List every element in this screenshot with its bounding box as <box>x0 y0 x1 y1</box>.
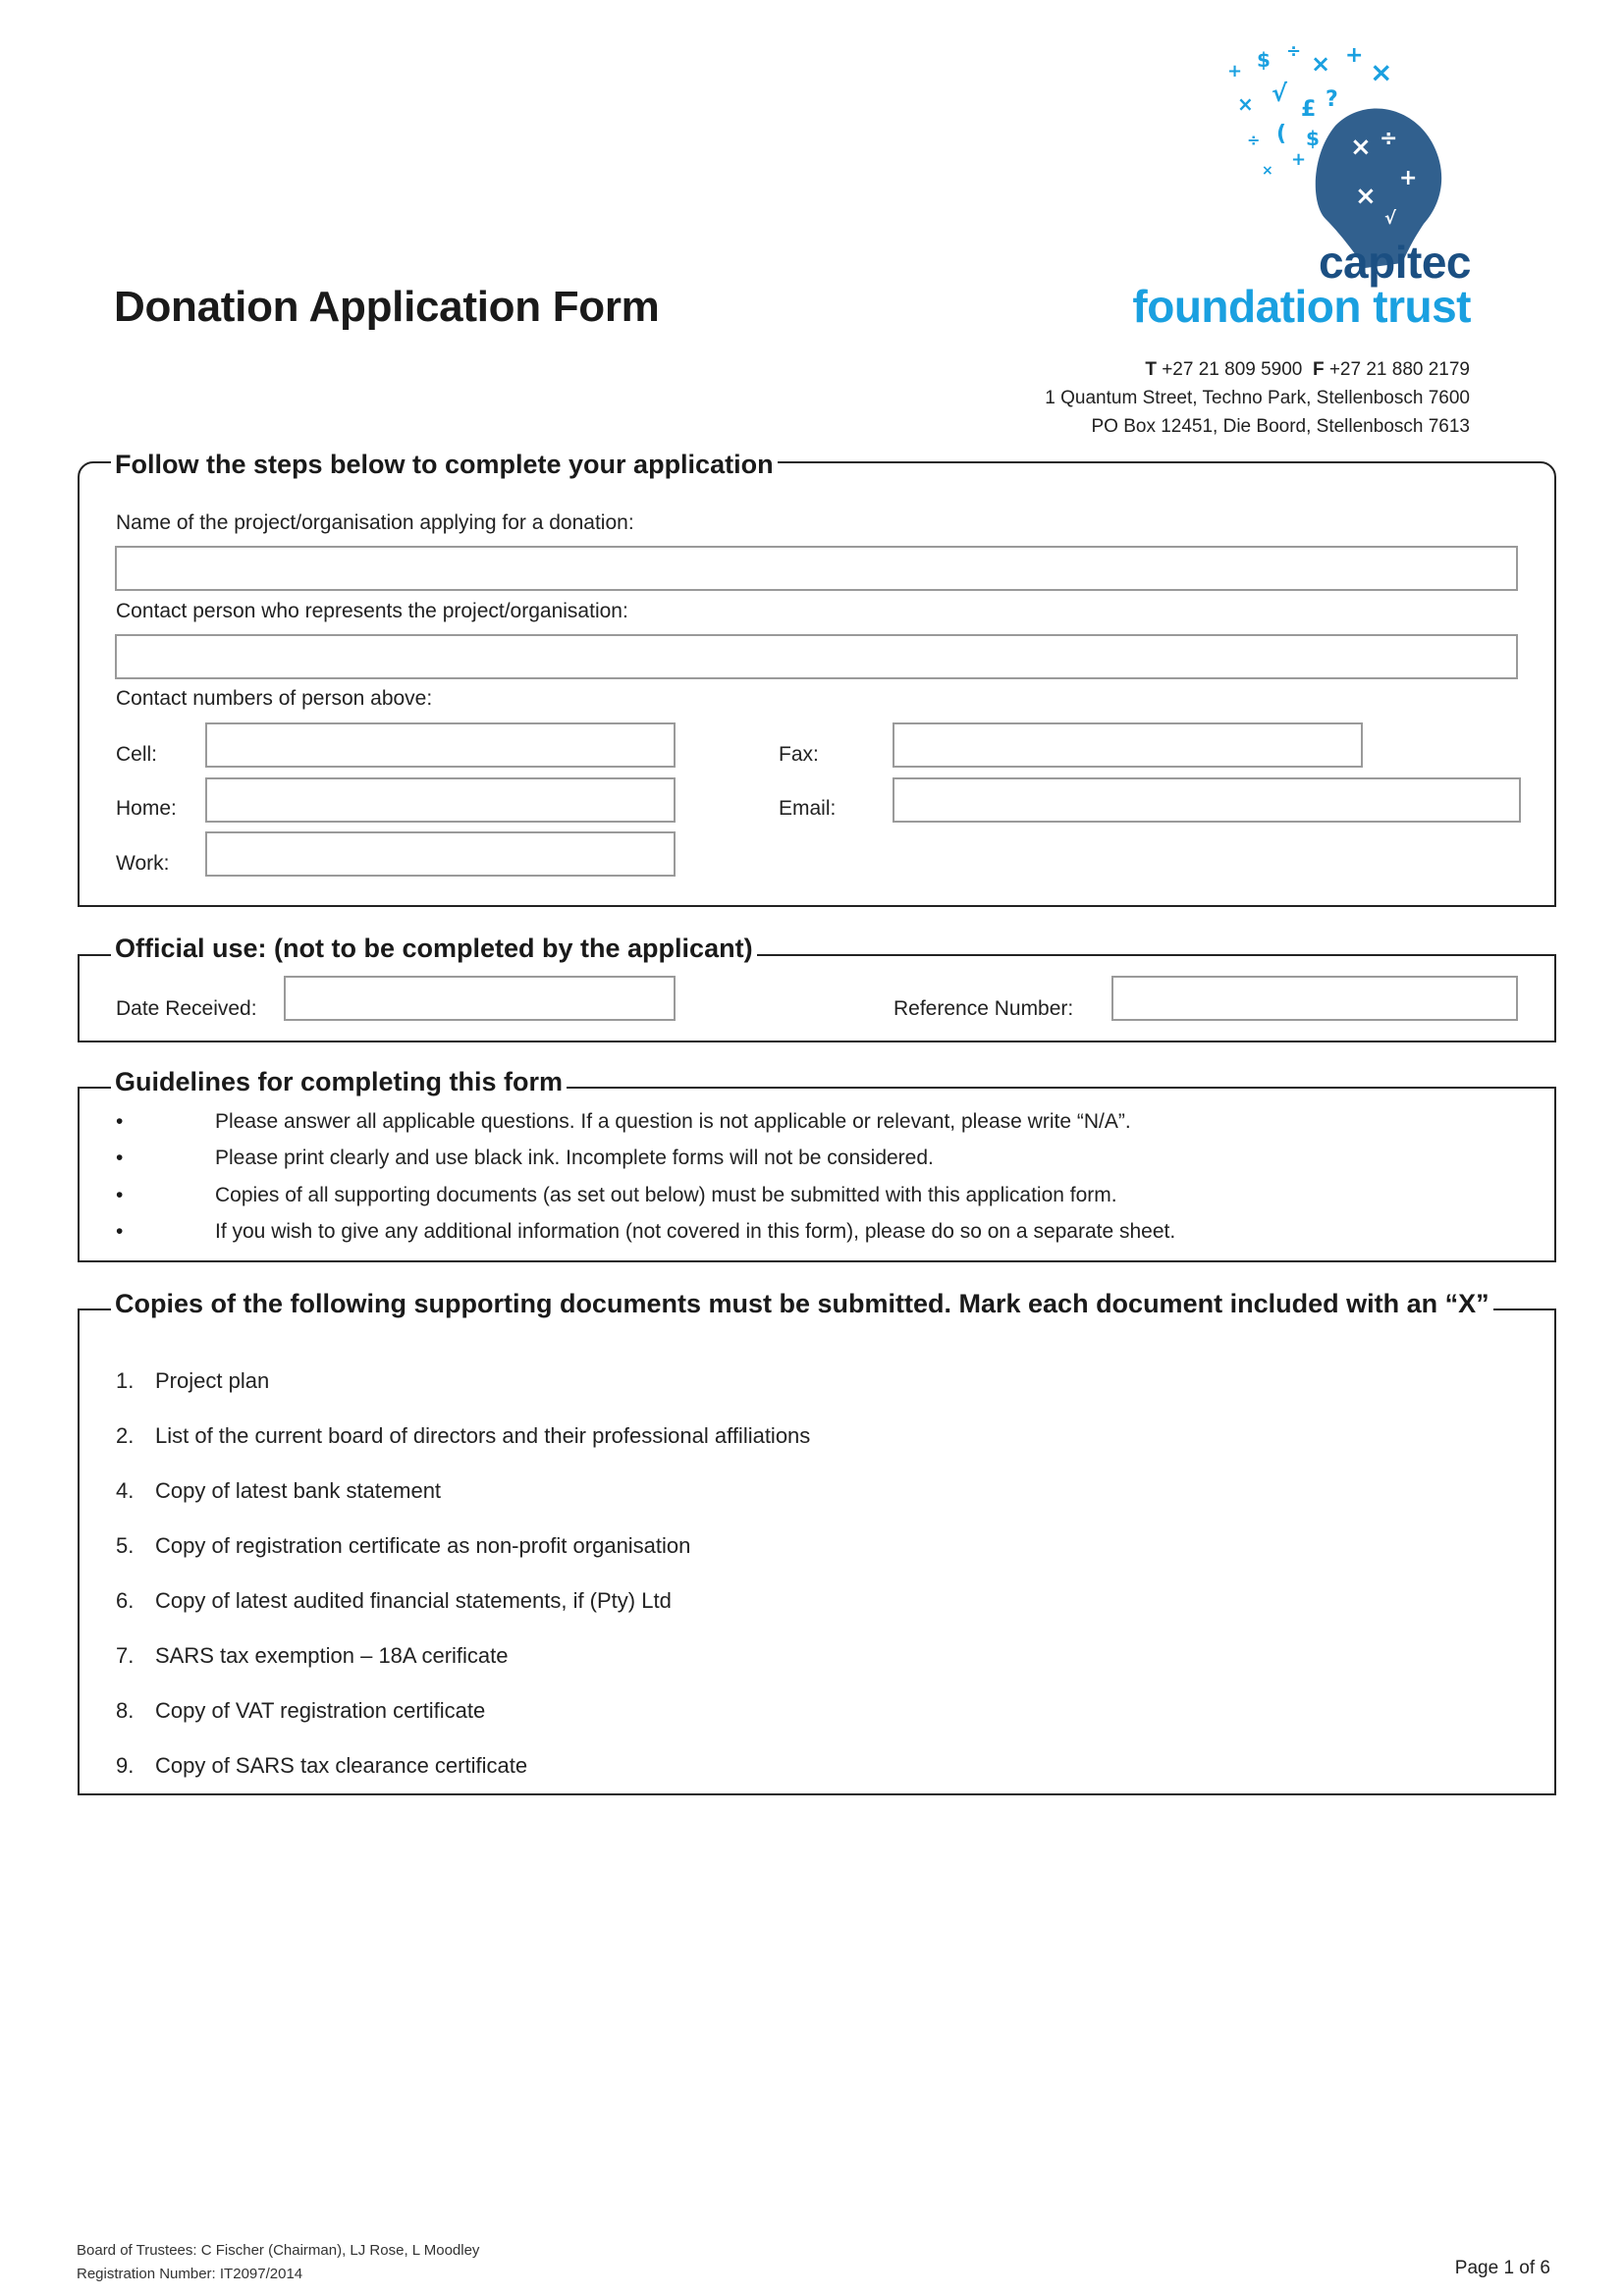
reference-number-label: Reference Number: <box>893 997 1074 1020</box>
svg-text:×: × <box>1355 182 1377 211</box>
page-title: Donation Application Form <box>114 283 660 331</box>
doc-number: 4. <box>116 1478 135 1503</box>
svg-text:$: $ <box>1306 127 1320 150</box>
svg-text:×: × <box>1237 92 1254 116</box>
registration-number: Registration Number: IT2097/2014 <box>77 2266 303 2282</box>
doc-number: 6. <box>116 1588 135 1613</box>
svg-text:+: + <box>1291 149 1307 170</box>
svg-text:?: ? <box>1326 87 1338 112</box>
doc-number: 1. <box>116 1368 135 1393</box>
contact-numbers-label: Contact numbers of person above: <box>116 687 433 710</box>
svg-text:(: ( <box>1276 122 1287 146</box>
project-name-field[interactable] <box>115 546 1518 591</box>
svg-text:×: × <box>1350 133 1372 162</box>
svg-text:×: × <box>1262 163 1273 179</box>
work-field[interactable] <box>205 831 676 877</box>
bullet: • <box>116 1220 124 1243</box>
section-legend: Guidelines for completing this form <box>111 1067 567 1097</box>
contact-person-field[interactable] <box>115 634 1518 679</box>
svg-text:÷: ÷ <box>1380 127 1398 151</box>
doc-item: Copy of latest audited financial statements, if (Pty) Ltd <box>155 1588 672 1613</box>
street-address: 1 Quantum Street, Techno Park, Stellenbosch 7600 <box>1045 388 1470 408</box>
svg-text:+: + <box>1227 61 1243 81</box>
doc-number: 5. <box>116 1533 135 1558</box>
doc-item: Project plan <box>155 1368 270 1393</box>
section-legend: Follow the steps below to complete your application <box>111 450 778 480</box>
svg-text:√: √ <box>1272 80 1288 107</box>
board-of-trustees: Board of Trustees: C Fischer (Chairman), LJ Rose, L Moodley <box>77 2242 480 2259</box>
home-label: Home: <box>116 797 177 820</box>
doc-number: 8. <box>116 1698 135 1723</box>
guideline-item: Please answer all applicable questions. If a question is not applicable or relevant, please write “N/A”. <box>215 1110 1131 1133</box>
bullet: • <box>116 1110 124 1133</box>
guideline-item: If you wish to give any additional information (not covered in this form), please do so on a separate sheet. <box>215 1220 1176 1243</box>
contact-person-label: Contact person who represents the project/organisation: <box>116 600 628 622</box>
work-label: Work: <box>116 852 170 875</box>
svg-text:+: + <box>1399 166 1418 190</box>
section-legend: Copies of the following supporting documents must be submitted. Mark each document included with an “X” <box>111 1289 1493 1319</box>
date-received-field[interactable] <box>284 976 676 1021</box>
fax-field[interactable] <box>893 722 1363 768</box>
guideline-item: Copies of all supporting documents (as set out below) must be submitted with this application form. <box>215 1184 1117 1206</box>
cell-field[interactable] <box>205 722 676 768</box>
project-name-label: Name of the project/organisation applying for a donation: <box>116 511 634 534</box>
guideline-item: Please print clearly and use black ink. Incomplete forms will not be considered. <box>215 1147 934 1169</box>
fax-label: Fax: <box>779 743 819 766</box>
brand-name-line1: capitec <box>1318 237 1471 288</box>
section-legend: Official use: (not to be completed by the applicant) <box>111 934 757 964</box>
svg-text:+: + <box>1345 43 1364 68</box>
email-field[interactable] <box>893 777 1521 823</box>
bullet: • <box>116 1147 124 1169</box>
svg-text:÷: ÷ <box>1247 131 1261 149</box>
doc-number: 9. <box>116 1753 135 1778</box>
svg-text:×: × <box>1370 56 1393 88</box>
svg-text:$: $ <box>1257 48 1271 72</box>
bullet: • <box>116 1184 124 1206</box>
phone-fax-line: T +27 21 809 5900 F +27 21 880 2179 <box>1145 359 1470 380</box>
svg-text:√: √ <box>1384 208 1397 229</box>
doc-number: 7. <box>116 1643 135 1668</box>
date-received-label: Date Received: <box>116 997 257 1020</box>
svg-text:£: £ <box>1301 97 1317 122</box>
reference-number-field[interactable] <box>1111 976 1518 1021</box>
brand-name-line2: foundation trust <box>1132 281 1471 332</box>
doc-item: Copy of SARS tax clearance certificate <box>155 1753 528 1778</box>
cell-label: Cell: <box>116 743 158 766</box>
email-label: Email: <box>779 797 837 820</box>
svg-text:÷: ÷ <box>1286 41 1302 62</box>
doc-item: Copy of latest bank statement <box>155 1478 442 1503</box>
doc-item: List of the current board of directors and their professional affiliations <box>155 1423 811 1448</box>
doc-item: Copy of VAT registration certificate <box>155 1698 486 1723</box>
postal-address: PO Box 12451, Die Boord, Stellenbosch 7613 <box>1091 416 1470 437</box>
doc-number: 2. <box>116 1423 135 1448</box>
doc-item: Copy of registration certificate as non-profit organisation <box>155 1533 691 1558</box>
home-field[interactable] <box>205 777 676 823</box>
page-number: Page 1 of 6 <box>1454 2258 1550 2278</box>
doc-item: SARS tax exemption – 18A cerificate <box>155 1643 509 1668</box>
svg-text:×: × <box>1311 50 1331 78</box>
